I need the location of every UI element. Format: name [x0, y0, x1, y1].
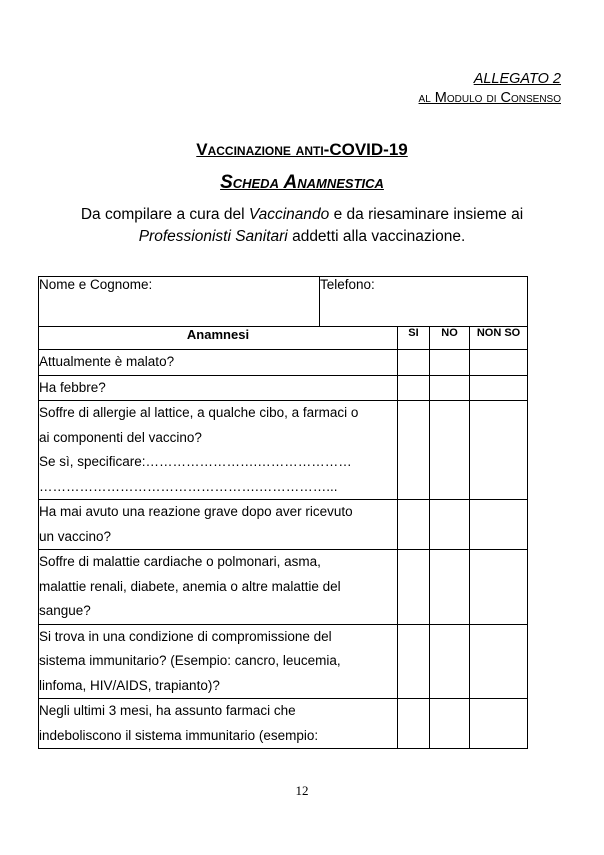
si-header: SI: [398, 327, 430, 350]
question-text: [39, 699, 398, 749]
question-row: [39, 699, 528, 749]
page-number: 12: [295, 783, 309, 798]
answer-no-cell[interactable]: [430, 500, 470, 550]
question-text: [39, 350, 398, 376]
answer-si-cell[interactable]: [398, 699, 430, 749]
document-subtitle: Scheda Anamnestica: [220, 172, 384, 193]
name-field[interactable]: [39, 277, 320, 327]
intro-part: Da compilare a cura del: [80, 206, 249, 223]
answer-nonso-cell[interactable]: [470, 500, 528, 550]
question-line: ………………………………………….……………...: [39, 478, 338, 494]
answer-nonso-cell[interactable]: [470, 624, 528, 699]
answer-si-cell[interactable]: [398, 500, 430, 550]
answer-no-cell[interactable]: [430, 624, 470, 699]
no-header: NO: [430, 327, 470, 350]
phone-label: Telefono:: [320, 277, 375, 292]
answer-si-cell[interactable]: [398, 350, 430, 376]
attachment-label: ALLEGATO 2: [473, 71, 561, 87]
column-header-row: [39, 327, 528, 350]
answer-nonso-cell[interactable]: [470, 699, 528, 749]
question-row: [39, 375, 528, 401]
answer-si-cell[interactable]: [398, 375, 430, 401]
questions-body: [39, 350, 528, 749]
question-text: [39, 500, 398, 550]
question-line: Negli ultimi 3 mesi, ha assunto farmaci che: [39, 703, 296, 718]
question-row: [39, 624, 528, 699]
question-line: indeboliscono il sistema immunitario (esempio:: [39, 727, 319, 743]
question-text: [39, 401, 398, 500]
answer-si-cell[interactable]: [398, 550, 430, 625]
intro-vaccinando: Vaccinando: [248, 206, 330, 223]
answer-nonso-cell[interactable]: [470, 350, 528, 376]
question-row: [39, 500, 528, 550]
answer-nonso-cell[interactable]: [470, 375, 528, 401]
answer-nonso-cell[interactable]: [470, 550, 528, 625]
nonso-header: NON SO: [470, 327, 528, 350]
intro-part: addetti alla vaccinazione.: [287, 228, 466, 245]
answer-si-cell[interactable]: [398, 624, 430, 699]
question-line: Ha mai avuto una reazione grave dopo aver ricevuto: [39, 504, 353, 519]
question-line: Soffre di malattie cardiache o polmonari, asma,: [39, 554, 321, 569]
attachment-header: [419, 70, 561, 108]
question-text: [39, 624, 398, 699]
anamnesis-form: [38, 276, 528, 749]
question-line: Attualmente è malato?: [39, 354, 175, 369]
intro-text: [40, 204, 564, 248]
question-line: sistema immunitario? (Esempio: cancro, leucemia,: [39, 653, 341, 668]
phone-field[interactable]: [320, 277, 528, 327]
answer-no-cell[interactable]: [430, 699, 470, 749]
question-line: linfoma, HIV/AIDS, trapianto)?: [39, 677, 220, 693]
question-line: un vaccino?: [39, 528, 112, 544]
name-label: Nome e Cognome:: [39, 277, 153, 292]
question-text: [39, 375, 398, 401]
answer-nonso-cell[interactable]: [470, 401, 528, 500]
answer-no-cell[interactable]: [430, 375, 470, 401]
question-line: malattie renali, diabete, anemia o altre malattie del: [39, 578, 341, 594]
question-row: [39, 350, 528, 376]
question-row: [39, 401, 528, 500]
question-line: sangue?: [39, 603, 91, 618]
personal-info-row: [39, 277, 528, 327]
question-line: Si trova in una condizione di compromissione del: [39, 628, 332, 644]
question-line: Ha febbre?: [39, 379, 106, 395]
document-title: Vaccinazione anti-COVID-19: [196, 140, 408, 159]
answer-no-cell[interactable]: [430, 401, 470, 500]
answer-si-cell[interactable]: [398, 401, 430, 500]
consent-module-label: al Modulo di Consenso: [418, 90, 561, 106]
intro-professionisti: Professionisti Sanitari: [138, 228, 288, 245]
answer-no-cell[interactable]: [430, 550, 470, 625]
question-line: ai componenti del vaccino?: [39, 429, 202, 445]
answer-no-cell[interactable]: [430, 350, 470, 376]
question-line: Se sì, specificare:…………………….…………………: [39, 454, 352, 469]
question-line: Soffre di allergie al lattice, a qualche cibo, a farmaci o: [39, 405, 359, 420]
question-text: [39, 550, 398, 625]
question-row: [39, 550, 528, 625]
anamnesi-header: Anamnesi: [39, 327, 398, 350]
intro-part: e da riesaminare insieme ai: [329, 206, 524, 223]
